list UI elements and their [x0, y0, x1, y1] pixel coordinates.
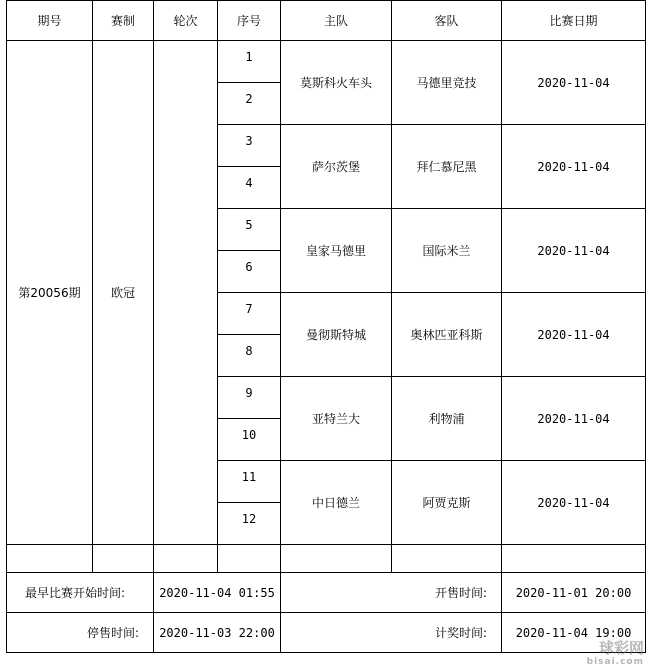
- away-team-cell: 马德里竞技: [392, 41, 502, 125]
- header-issue: 期号: [7, 1, 93, 41]
- footer-label: 开售时间:: [281, 573, 502, 613]
- lottery-match-table: [6, 0, 646, 653]
- footer-row: [7, 573, 646, 613]
- footer-value: 2020-11-04 19:00: [502, 613, 646, 653]
- footer-label: 停售时间:: [7, 613, 154, 653]
- away-team-cell: 国际米兰: [392, 209, 502, 293]
- empty-cell: [7, 545, 93, 573]
- table-row: [7, 41, 646, 83]
- seq-cell: 3: [218, 125, 281, 167]
- seq-cell: 10: [218, 419, 281, 461]
- empty-row: [7, 545, 646, 573]
- seq-cell: 11: [218, 461, 281, 503]
- seq-cell: 6: [218, 251, 281, 293]
- footer-label: 计奖时间:: [281, 613, 502, 653]
- header-away: 客队: [392, 1, 502, 41]
- match-date-cell: 2020-11-04: [502, 293, 646, 377]
- empty-cell: [154, 545, 218, 573]
- match-date-cell: 2020-11-04: [502, 209, 646, 293]
- header-row: [7, 1, 646, 41]
- seq-cell: 4: [218, 167, 281, 209]
- header-seq: 序号: [218, 1, 281, 41]
- match-date-cell: 2020-11-04: [502, 461, 646, 545]
- match-date-cell: 2020-11-04: [502, 41, 646, 125]
- seq-cell: 8: [218, 335, 281, 377]
- home-team-cell: 曼彻斯特城: [281, 293, 392, 377]
- seq-cell: 2: [218, 83, 281, 125]
- home-team-cell: 亚特兰大: [281, 377, 392, 461]
- header-format: 赛制: [93, 1, 154, 41]
- empty-cell: [218, 545, 281, 573]
- footer-row: [7, 613, 646, 653]
- header-round: 轮次: [154, 1, 218, 41]
- match-date-cell: 2020-11-04: [502, 377, 646, 461]
- seq-cell: 12: [218, 503, 281, 545]
- watermark-logo: 球彩网 bisai.com: [586, 639, 644, 667]
- footer-value: 2020-11-03 22:00: [154, 613, 281, 653]
- away-team-cell: 奥林匹亚科斯: [392, 293, 502, 377]
- away-team-cell: 利物浦: [392, 377, 502, 461]
- seq-cell: 7: [218, 293, 281, 335]
- match-date-cell: 2020-11-04: [502, 125, 646, 209]
- empty-cell: [392, 545, 502, 573]
- home-team-cell: 皇家马德里: [281, 209, 392, 293]
- seq-cell: 9: [218, 377, 281, 419]
- home-team-cell: 莫斯科火车头: [281, 41, 392, 125]
- round-cell: [154, 41, 218, 545]
- header-home: 主队: [281, 1, 392, 41]
- header-date: 比赛日期: [502, 1, 646, 41]
- away-team-cell: 拜仁慕尼黑: [392, 125, 502, 209]
- footer-value: 2020-11-04 01:55: [154, 573, 281, 613]
- empty-cell: [281, 545, 392, 573]
- issue-cell: 第20056期: [7, 41, 93, 545]
- empty-cell: [502, 545, 646, 573]
- empty-cell: [93, 545, 154, 573]
- footer-label: 最早比赛开始时间:: [7, 573, 154, 613]
- footer-value: 2020-11-01 20:00: [502, 573, 646, 613]
- home-team-cell: 中日德兰: [281, 461, 392, 545]
- away-team-cell: 阿贾克斯: [392, 461, 502, 545]
- seq-cell: 1: [218, 41, 281, 83]
- home-team-cell: 萨尔茨堡: [281, 125, 392, 209]
- seq-cell: 5: [218, 209, 281, 251]
- format-cell: 欧冠: [93, 41, 154, 545]
